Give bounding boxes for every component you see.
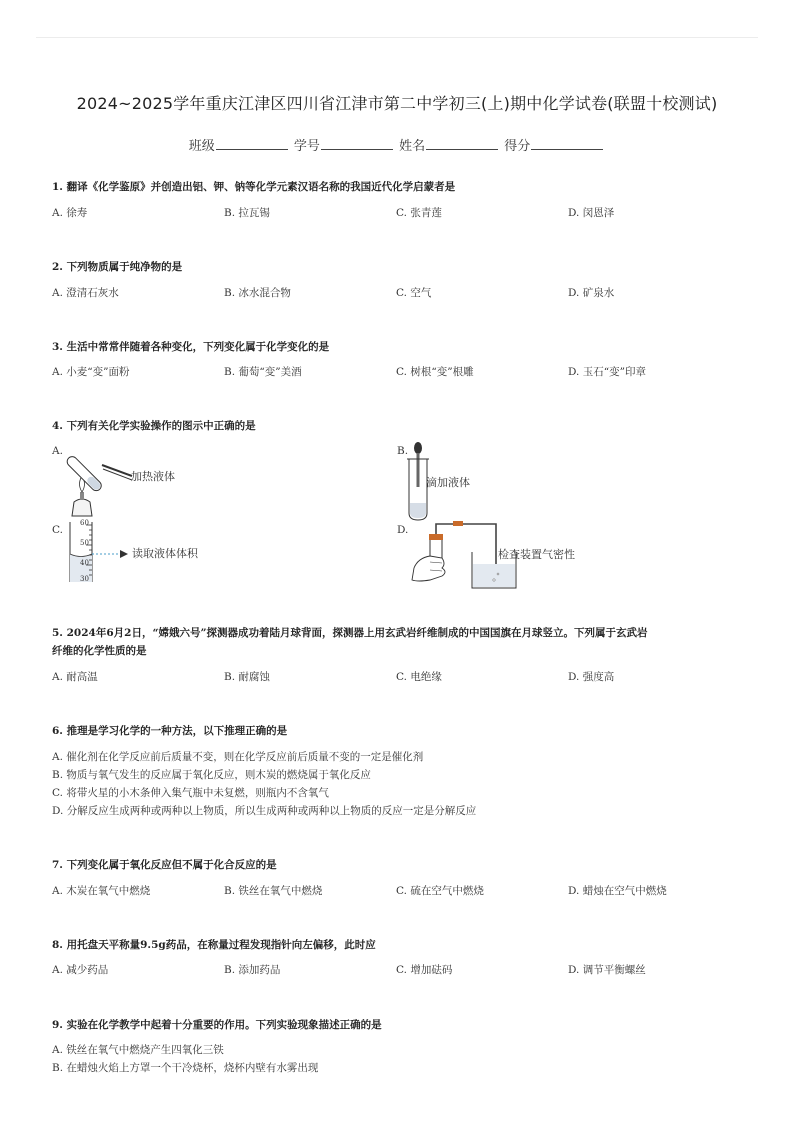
option-a[interactable]: A. 木炭在氧气中燃烧 [52,885,151,897]
option-c[interactable]: C. 硫在空气中燃烧 [396,885,484,897]
option-b[interactable]: B. 葡萄“变”美酒 [224,366,302,378]
question-1-options [52,205,752,221]
option-b[interactable]: B. 添加药品 [224,964,281,976]
option-a[interactable]: A. 澄清石灰水 [52,287,119,299]
question-2-stem: 2. 下列物质属于纯净物的是 [52,261,183,273]
option-c[interactable]: C. 增加砝码 [396,964,453,976]
heating-liquid-illustration [62,440,137,518]
option-b[interactable]: B. 在蜡烛火焰上方罩一个干冷烧杯，烧杯内壁有水雾出现 [52,1062,319,1074]
option-d[interactable]: D. 强度高 [568,671,615,683]
option-a[interactable]: A. 减少药品 [52,964,109,976]
option-d[interactable]: D. 闵恩泽 [568,207,615,219]
option-a[interactable]: A. 铁丝在氧气中燃烧产生四氧化三铁 [52,1044,224,1056]
tick-label-40: 40 [80,559,89,567]
name-blank[interactable] [426,137,498,150]
student-number-blank[interactable] [321,137,393,150]
option-d-caption: 检查装置气密性 [498,548,575,561]
option-c[interactable]: C. 电绝缘 [396,671,442,683]
question-4-stem: 4. 下列有关化学实验操作的图示中正确的是 [52,420,256,432]
question-9-stem: 9. 实验在化学教学中起着十分重要的作用。下列实验现象描述正确的是 [52,1019,382,1031]
question-7-stem: 7. 下列变化属于氧化反应但不属于化合反应的是 [52,859,277,871]
question-8-stem: 8. 用托盘天平称量9.5g药品，在称量过程发现指针向左偏移，此时应 [52,939,376,951]
score-blank[interactable] [531,137,603,150]
option-c[interactable]: C. 将带火星的小木条伸入集气瓶中未复燃，则瓶内不含氧气 [52,787,329,799]
question-2-options [52,285,752,301]
option-a-caption: 加热液体 [131,470,175,483]
option-c[interactable]: C. 张青莲 [396,207,442,219]
question-3-stem: 3. 生活中常常伴随着各种变化，下列变化属于化学变化的是 [52,341,330,353]
question-7-options [52,883,752,899]
question-3-options [52,364,752,380]
question-6-stem: 6. 推理是学习化学的一种方法，以下推理正确的是 [52,725,288,737]
student-number-label: 学号 [293,139,320,154]
option-d[interactable]: D. 玉石“变”印章 [568,366,646,378]
option-d[interactable]: D. 矿泉水 [568,287,615,299]
score-label: 得分 [504,139,531,154]
top-divider [36,37,758,38]
option-c[interactable]: C. 空气 [396,287,432,299]
tick-label-30: 30 [80,575,89,583]
class-label: 班级 [188,139,215,154]
option-a[interactable]: A. 催化剂在化学反应前后质量不变，则在化学反应前后质量不变的一定是催化剂 [52,751,424,763]
option-b[interactable]: B. 铁丝在氧气中燃烧 [224,885,323,897]
option-b-caption: 滴加液体 [426,476,470,489]
option-a-label[interactable]: A. [52,445,63,457]
option-b-label[interactable]: B. [397,445,409,457]
option-c[interactable]: C. 树根“变”根雕 [396,366,474,378]
option-a[interactable]: A. 小麦“变”面粉 [52,366,130,378]
page-title: 2024~2025学年重庆江津区四川省江津市第二中学初三(上)期中化学试卷(联盟十校测试) [76,94,718,113]
option-d[interactable]: D. 调节平衡螺丝 [568,964,646,976]
option-b[interactable]: B. 冰水混合物 [224,287,291,299]
option-a[interactable]: A. 徐寿 [52,207,88,219]
option-d[interactable]: D. 蜡烛在空气中燃烧 [568,885,667,897]
question-1-stem: 1. 翻译《化学鉴原》并创造出铝、钾、钠等化学元素汉语名称的我国近代化学启蒙者是 [52,181,456,193]
option-b[interactable]: B. 耐腐蚀 [224,671,270,683]
option-b[interactable]: B. 拉瓦锡 [224,207,270,219]
option-d[interactable]: D. 分解反应生成两种或两种以上物质，所以生成两种或两种以上物质的反应一定是分解反应 [52,805,477,817]
name-label: 姓名 [399,139,426,154]
student-info-line [0,135,794,154]
option-a[interactable]: A. 耐高温 [52,671,98,683]
option-b[interactable]: B. 物质与氧气发生的反应属于氧化反应，则木炭的燃烧属于氧化反应 [52,769,371,781]
graduated-cylinder-illustration [62,518,134,584]
question-8-options [52,962,752,978]
question-5-stem-line1: 5. 2024年6月2日，“嫦娥六号”探测器成功着陆月球背面，探测器上用玄武岩纤维制成的中国国旗在月球竖立。下列属于玄武岩 [52,627,648,639]
option-c-caption: 读取液体体积 [132,547,198,560]
class-blank[interactable] [216,137,288,150]
option-c-label[interactable]: C. [52,524,63,536]
option-d-label[interactable]: D. [397,524,409,536]
question-5-stem-line2: 纤维的化学性质的是 [52,645,147,657]
question-5-options [52,669,752,685]
tick-label-60: 60 [80,519,89,527]
tick-label-50: 50 [80,539,89,547]
